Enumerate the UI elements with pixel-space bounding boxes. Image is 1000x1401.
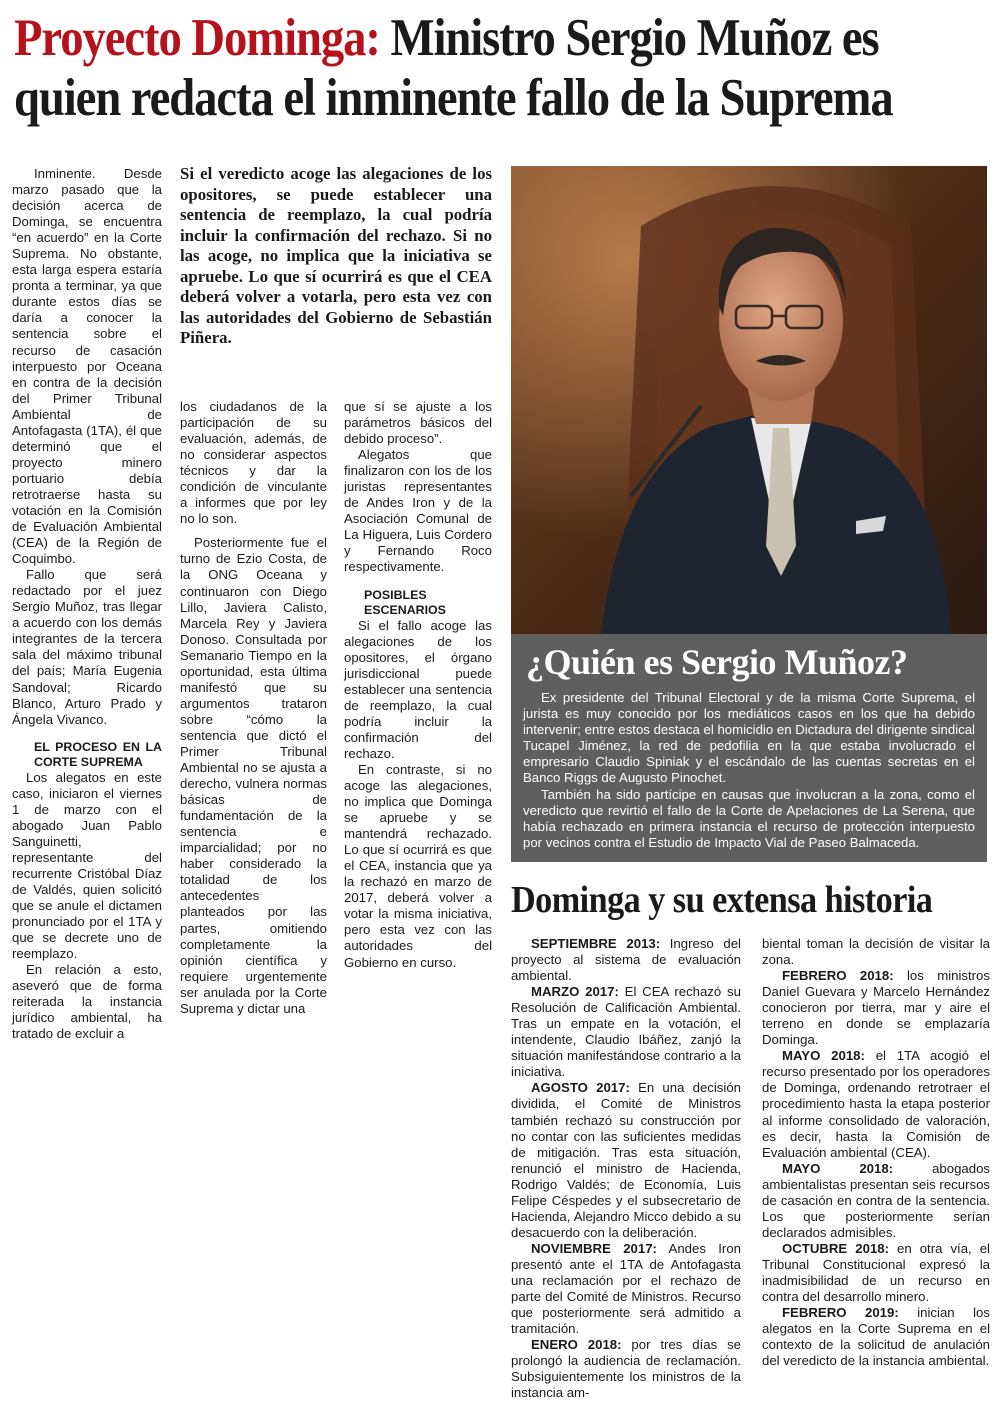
timeline-text: Andes Iron presentó ante el 1TA de Antofagasta una reclamación por el rechazo de parte del Comité de Ministros. Recurso que posteriormente será admitido a tramitación.: [511, 1240, 741, 1337]
timeline-entry: [762, 1241, 990, 1305]
timeline-date: MAYO 2018:: [782, 1160, 894, 1176]
paragraph: Posteriormente fue el turno de Ezio Costa, de la ONG Oceana y continuaron con Diego Lillo, Javiera Calisto, Marcela Rey y Javiera Donoso. Consultada por Semanario Tiempo en la oportunidad, esta última manifestó que su argumentos trataron sobre “cómo la sentencia que dictó el Primer Tribunal Ambiental no se ajusta a derecho, vulnera normas básicas de fundamentación de la sentencia e imparcialidad; por no haber considerado la totalidad de los antecedentes planteados por las partes, omitiendo completamente la opinión científica y requiere urgentemente ser anulada por la Corte Suprema y dictar una: [180, 535, 327, 1016]
timeline-text: el 1TA acogió el recurso presentado por los operadores de Dominga, ordenando retrotraer el procedimiento hasta la etapa posterior al informe consolidado de valoración, es decir, hasta la Comisión de Evaluación ambiental (CEA).: [762, 1048, 990, 1160]
pull-quote: Si el veredicto acoge las alegaciones de los opositores, se puede establecer una sentencia de reemplazo, la cual podría incluir la confirmación del rechazo. Si no las acoge, no implica que la iniciativa se apruebe. Lo que sí ocurrirá es que el CEA deberá volver a votarla, pero esta vez con las autoridades del Gobierno de Sebastián Piñera.: [180, 164, 492, 347]
infobox-title: ¿Quién es Sergio Muñoz?: [526, 642, 908, 682]
timeline-text: por tres días se prolongó la audiencia de reclamación. Subsiguientemente los ministros de la instancia am-: [511, 1337, 741, 1401]
timeline-text: En una decisión dividida, el Comité de Ministros también rechazó su construcción por no contar con las suficientes medidas de mitigación. Tras esta situación, renunció el ministro de Hacienda, Rodrigo Valdés; de Economía, Luis Felipe Céspedes y el subsecretario de Hacienda, Alejandro Micco debido a su desacuerdo con la deliberación.: [511, 1080, 741, 1240]
timeline-text: en otra vía, el Tribunal Constitucional expresó la inadmisibilidad de un recurso en contra del desarrollo minero.: [762, 1240, 990, 1305]
timeline-text: Ingreso del proyecto al sistema de evaluación ambiental.: [511, 936, 741, 984]
timeline-date: MAYO 2018:: [782, 1048, 865, 1064]
paragraph: que sí se ajuste a los parámetros básicos del debido proceso”.: [344, 399, 492, 447]
timeline-date: FEBRERO 2018:: [782, 968, 894, 984]
paragraph: En relación a esto, aseveró que de forma reiterada la instancia jurídico ambiental, ha tratado de excluir a: [12, 962, 162, 1042]
timeline-entry: [762, 1161, 990, 1241]
timeline-entry: [511, 1337, 741, 1401]
timeline-date: ENERO 2018:: [531, 1337, 622, 1353]
article-column-3: [344, 399, 492, 971]
paragraph: Alegatos que finalizaron con los de los juristas representantes de Andes Iron y de la Asociación Comunal de La Higuera, Luis Cordero y Fernando Roco respectivamente.: [344, 447, 492, 575]
paragraph: Fallo que será redactado por el juez Sergio Muñoz, tras llegar a acuerdo con los demás integrantes de la tercera sala del máximo tribunal del país; María Eugenia Sandoval; Ricardo Blanco, Arturo Prado y Ángela Vivanco.: [12, 567, 162, 727]
article-column-1: [12, 166, 162, 1042]
paragraph: Inminente. Desde marzo pasado que la decisión acerca de Dominga, se encuentra “en acuerdo” en la Corte Suprema. No obstante, esta larga espera estaría pronta a terminar, ya que durante estos días se daría a conocer la sentencia sobre el recurso de casación interpuesto por Oceana en contra de la decisión del Primer Tribunal Ambiental de Antofagasta (1TA), él que determinó que el proyecto minero portuario debía retrotraerse hasta su votación en la Comisión de Evaluación Ambiental (CEA) de la Región de Coquimbo.: [12, 166, 162, 567]
timeline-entry: [511, 1080, 741, 1240]
infobox-paragraph: También ha sido partícipe en causas que involucran a la zona, como el veredicto que revirtió el fallo de la Corte de Apelaciones de La Serena, que había rechazado en primera instancia el recurso de protección interpuesto por vecinos contra el Estudio de Impacto Vial de Paseo Balmaceda.: [523, 786, 975, 850]
timeline-text: El CEA rechazó su Resolución de Calificación Ambiental. Tras un empate en la votación, el intendente, Claudio Ibáñez, zanjó la situación manifestándose contrario a la iniciativa.: [511, 984, 741, 1080]
timeline-entry: [511, 984, 741, 1080]
timeline-entry: [511, 1241, 741, 1337]
timeline-date: OCTUBRE 2018:: [782, 1240, 889, 1256]
timeline-date: NOVIEMBRE 2017:: [531, 1240, 657, 1256]
timeline-column-left: [511, 936, 741, 1401]
headline-lead: Proyecto Dominga:: [14, 9, 380, 67]
infobox-paragraph: Ex presidente del Tribunal Electoral y de la misma Corte Suprema, el jurista es muy conocido por los mediáticos casos en los que ha debido intervenir; entre estos destaca el homicidio en Dictadura del dirigente sindical Tucapel Jiménez, la red de pedofilia en la que estaba involucrado el empresario Claudio Spiniak y el escándalo de las cuentas secretas en el Banco Riggs de Augusto Pinochet.: [523, 690, 975, 786]
headline: [14, 8, 989, 128]
paragraph: los ciudadanos de la participación de su evaluación, además, de no considerar aspectos técnicos y dar la condición de vinculante a informes que por ley no lo son.: [180, 399, 327, 527]
timeline-date: SEPTIEMBRE 2013:: [531, 936, 661, 951]
headline-main: Ministro Sergio Muñoz es quien redacta el inminente fallo de la Suprema: [14, 9, 893, 127]
timeline-text: abogados ambientalistas presentan seis recursos de casación en contra de la sentencia. Los que posteriormente serían declarados admisibles.: [762, 1160, 990, 1240]
portrait-illustration: [511, 166, 987, 636]
timeline-title: Dominga y su extensa historia: [511, 879, 933, 921]
timeline-column-right: [762, 936, 990, 1369]
timeline-continuation: biental toman la decisión de visitar la zona.: [762, 936, 990, 968]
timeline-text: inician los alegatos en la Corte Suprema en el contexto de la solicitud de anulación del veredicto de la instancia ambiental.: [762, 1305, 990, 1369]
section-subhead: EL PROCESO EN LA CORTE SUPREMA: [34, 739, 162, 769]
timeline-entry: [762, 968, 990, 1048]
timeline-entry: [762, 1305, 990, 1369]
section-subhead: POSIBLES ESCENARIOS: [364, 587, 446, 617]
timeline-entry: [511, 936, 741, 984]
timeline-date: MARZO 2017:: [531, 984, 619, 1000]
timeline-date: AGOSTO 2017:: [531, 1080, 630, 1096]
paragraph: En contraste, si no acoge las alegaciones, no implica que Dominga se apruebe y se mantendrá rechazado. Lo que sí ocurrirá es que el CEA, instancia que ya la rechazó en marzo de 2017, deberá volver a votar la misma iniciativa, pero esta vez con las autoridades del Gobierno en curso.: [344, 761, 492, 970]
timeline-entry: [762, 1048, 990, 1160]
article-column-2: [180, 399, 327, 1017]
paragraph: Si el fallo acoge las alegaciones de los opositores, el órgano jurisdiccional puede establecer una sentencia de reemplazo, la cual podría incluir la confirmación del rechazo.: [344, 617, 492, 761]
timeline-text: los ministros Daniel Guevara y Marcelo Hernández conocieron por tierra, mar y aire el terreno en donde se emplazaría Dominga.: [762, 968, 990, 1048]
portrait-photo: [511, 166, 987, 636]
timeline-date: FEBRERO 2019:: [782, 1305, 899, 1321]
paragraph: Los alegatos en este caso, iniciaron el viernes 1 de marzo con el abogado Juan Pablo Sanguinetti, representante del recurrente Cristóbal Díaz de Valdés, quien solicitó que se anule el dictamen pronunciado por el 1TA y que se decrete uno de reemplazo.: [12, 769, 162, 962]
profile-infobox: [511, 634, 987, 862]
